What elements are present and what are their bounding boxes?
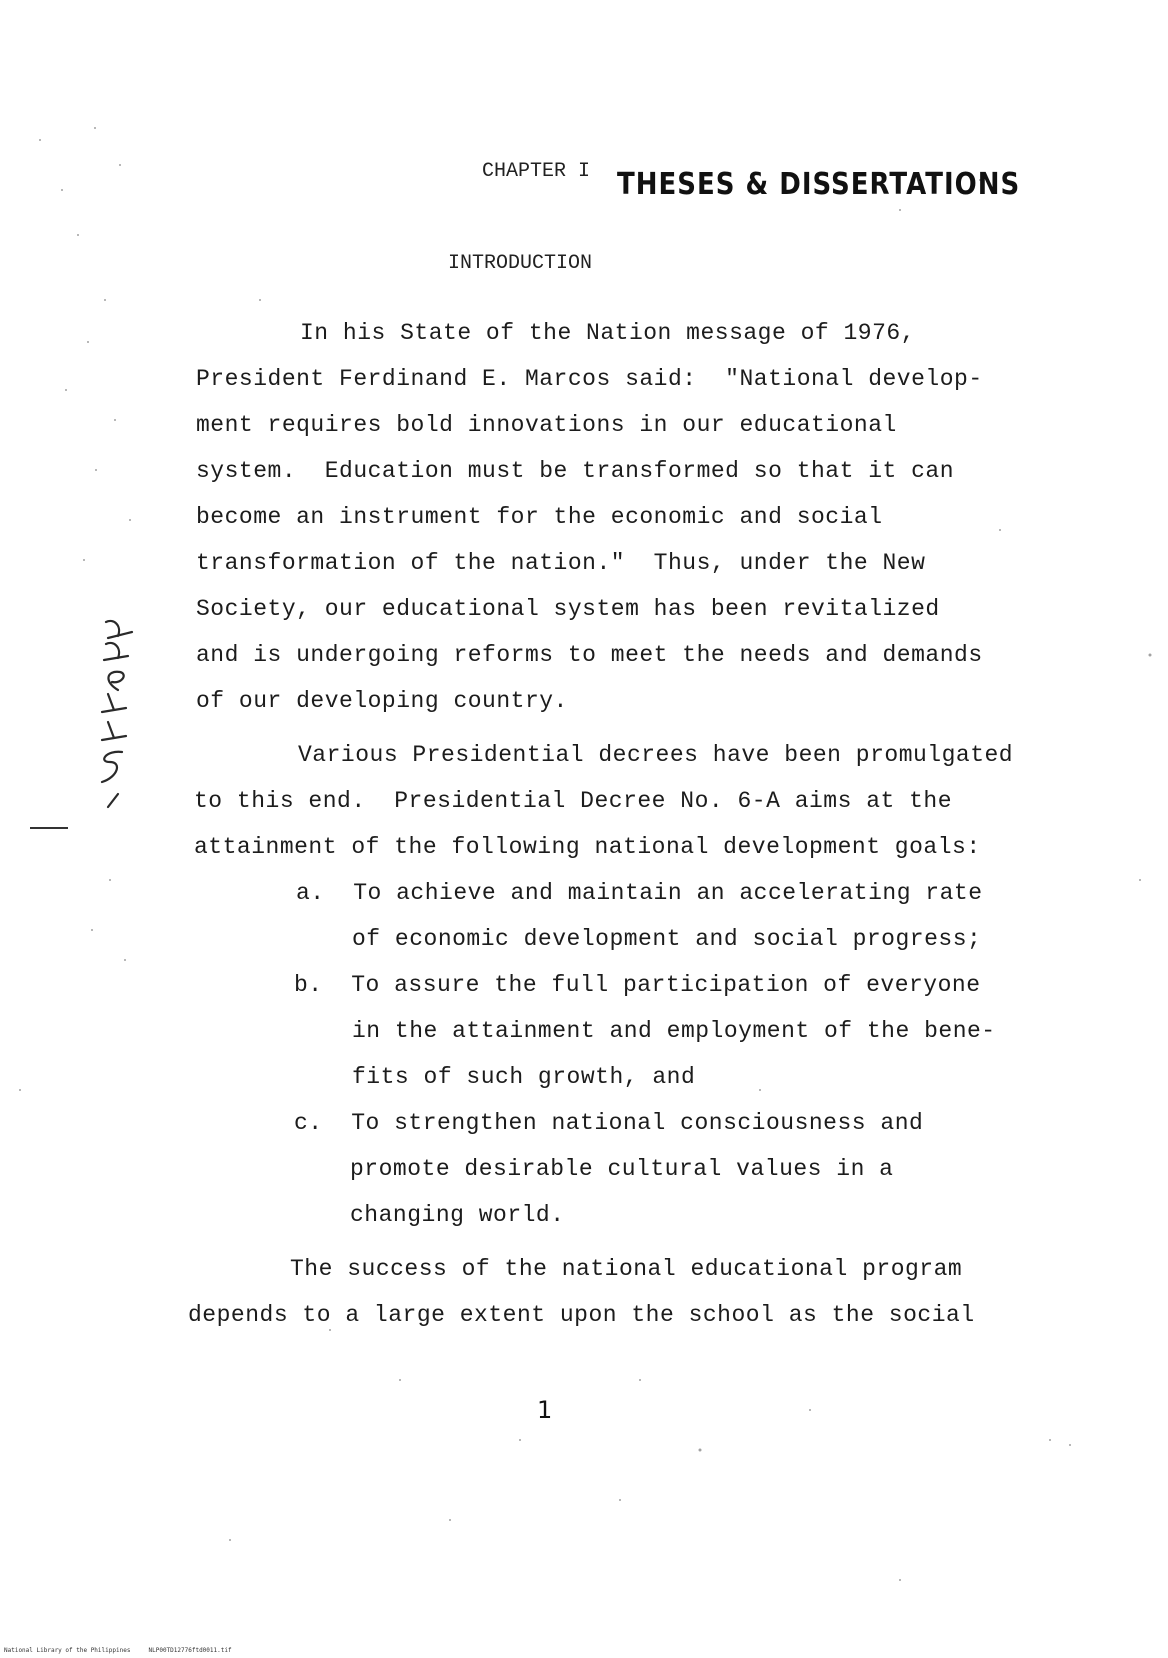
list-item-continuation: changing world. — [350, 1202, 565, 1228]
paragraph-line: system. Education must be transformed so that it can — [196, 458, 955, 484]
paragraph-line: Various Presidential decrees have been promulgated — [298, 742, 1014, 768]
paragraph-line: ment requires bold innovations in our educational — [196, 412, 897, 438]
page-number: 1 — [537, 1396, 553, 1424]
paragraph-line: Society, our educational system has been revitalized — [196, 596, 940, 622]
theses-dissertations-stamp: THESES & DISSERTATIONS — [617, 167, 1021, 203]
paragraph-line: In his State of the Nation message of 1976, — [300, 320, 915, 346]
paragraph-line: The success of the national educational program — [290, 1256, 963, 1282]
list-item-continuation: in the attainment and employment of the bene- — [352, 1018, 996, 1044]
paragraph-line: become an instrument for the economic and social — [196, 504, 883, 530]
paragraph-line: transformation of the nation." Thus, under the New — [196, 550, 926, 576]
margin-mark — [30, 827, 68, 829]
paragraph-line: to this end. Presidential Decree No. 6-A aims at the — [194, 788, 953, 814]
list-item-continuation: fits of such growth, and — [352, 1064, 696, 1090]
paragraph-line: depends to a large extent upon the school as the social — [188, 1302, 975, 1328]
introduction-heading: INTRODUCTION — [448, 252, 593, 275]
handwritten-margin-note — [88, 612, 148, 812]
list-item-continuation: promote desirable cultural values in a — [350, 1156, 894, 1182]
paragraph-line: President Ferdinand E. Marcos said: "National develop- — [196, 366, 983, 392]
paragraph-line: of our developing country. — [196, 688, 568, 714]
list-item-c: c. To strengthen national consciousness and — [294, 1110, 924, 1136]
chapter-label: CHAPTER I — [482, 160, 591, 183]
paragraph-line: attainment of the following national development goals: — [194, 834, 981, 860]
paragraph-line: and is undergoing reforms to meet the needs and demands — [196, 642, 983, 668]
scan-footer: National Library of the Philippines NLP00TD12776ftd0011.tif — [4, 1647, 232, 1654]
list-item-continuation: of economic development and social progress; — [352, 926, 982, 952]
list-item-b: b. To assure the full participation of everyone — [294, 972, 981, 998]
list-item-a: a. To achieve and maintain an accelerating rate — [296, 880, 983, 906]
